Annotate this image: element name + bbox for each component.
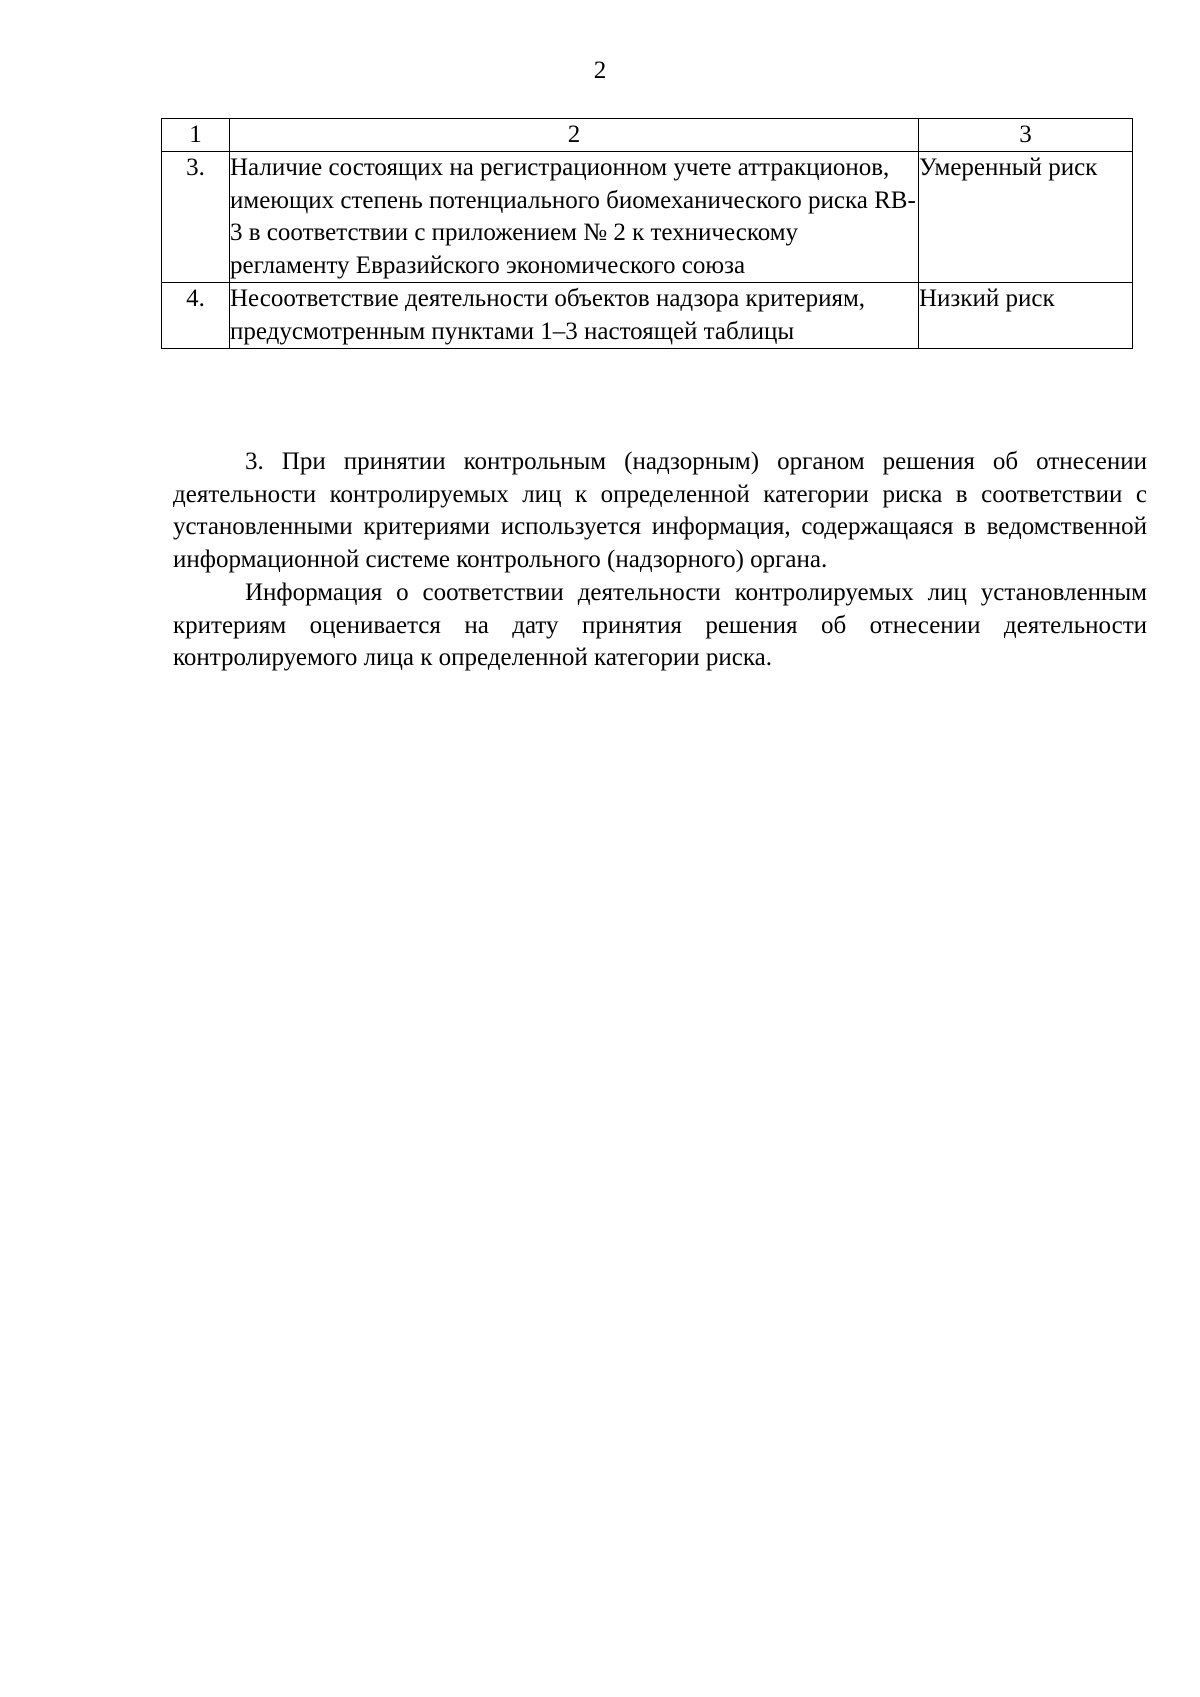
- page-number: 2: [593, 57, 607, 84]
- paragraph: Информация о соответствии деятельности контролируемых лиц установленным критериям оценивается на дату принятия решения об отнесении деятельности контролируемого лица к определенной категории риска.: [173, 578, 1147, 672]
- column-header-1: 1: [162, 119, 230, 152]
- column-header-3: 3: [919, 119, 1133, 152]
- table-row: [162, 283, 1133, 349]
- risk-category-cell: Умеренный риск: [919, 152, 1133, 283]
- row-number: 4.: [162, 283, 230, 349]
- document-body: [173, 446, 1147, 675]
- paragraph: 3. При принятии контрольным (надзорным) органом решения об отнесении деятельности контролируемых лиц к определенной категории риска в соответствии с установленными критериями используется информация, содержащаяся в ведомственной информационной системе контрольного (надзорного) органа.: [173, 448, 1147, 574]
- criterion-cell: Наличие состоящих на регистрационном учете аттракционов, имеющих степень потенциального биомеханического риска RB-3 в соответствии с приложением № 2 к техническому регламенту Евразийского экономического союза: [230, 152, 919, 283]
- row-number: 3.: [162, 152, 230, 283]
- criterion-cell: Несоответствие деятельности объектов надзора критериям, предусмотренным пунктами 1–3 настоящей таблицы: [230, 283, 919, 349]
- table-header-row: [162, 119, 1133, 152]
- column-header-2: 2: [230, 119, 919, 152]
- risk-criteria-table: [161, 118, 1133, 349]
- risk-category-cell: Низкий риск: [919, 283, 1133, 349]
- table-row: [162, 152, 1133, 283]
